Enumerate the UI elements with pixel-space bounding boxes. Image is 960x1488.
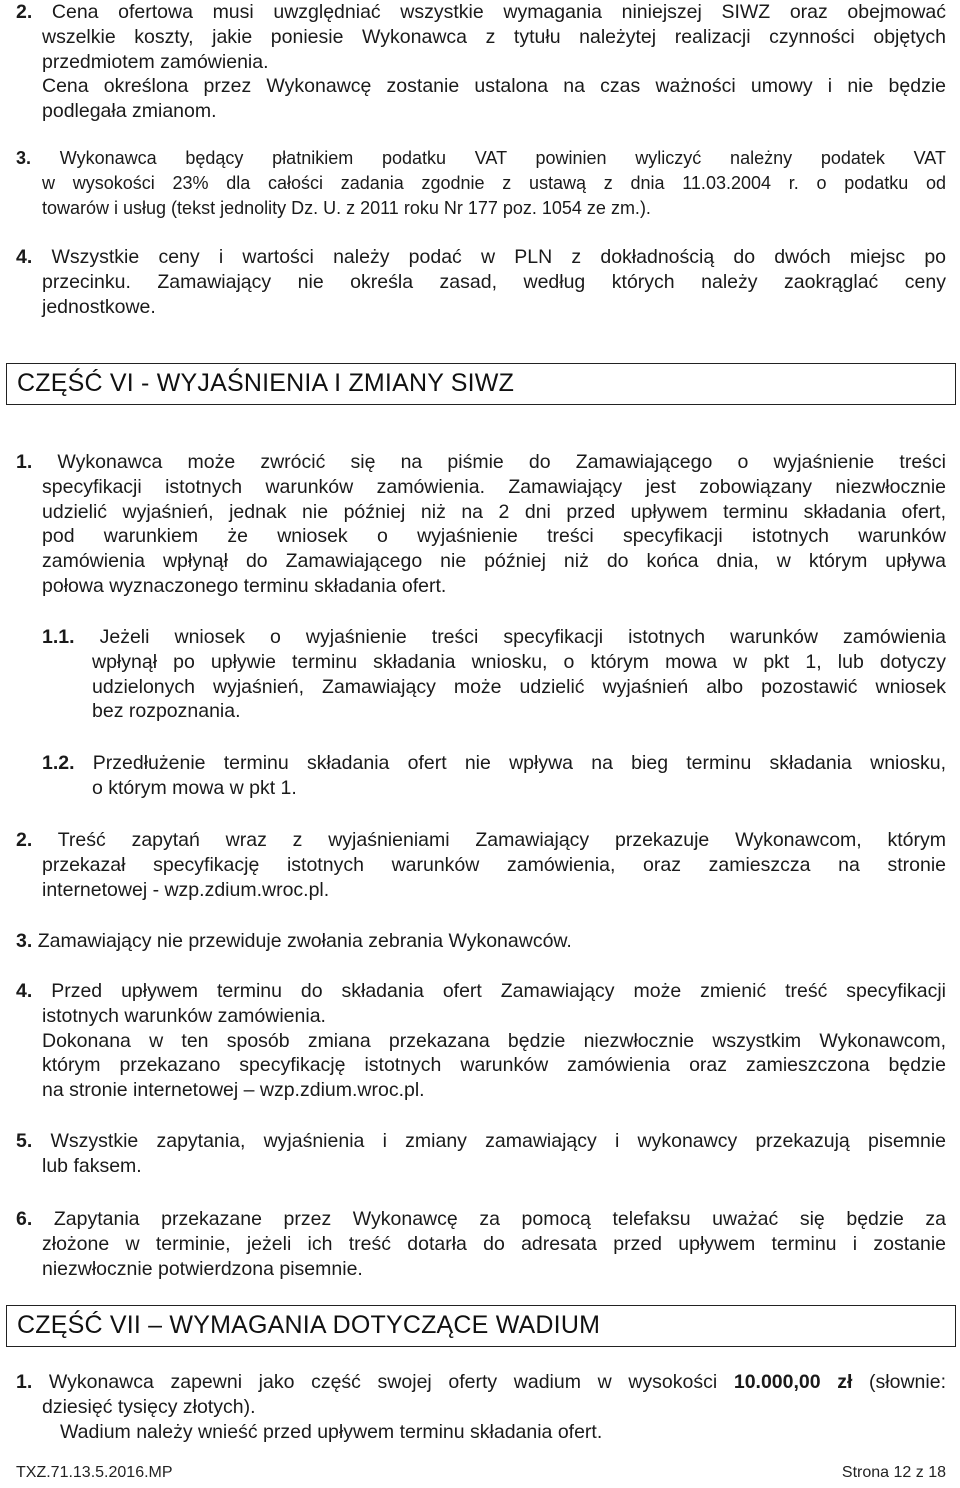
text-line: zamówienia wpłynął do Zamawiającego nie później niż do końca dnia, w którym upływa [42, 550, 946, 573]
text-line: o którym mowa w pkt 1. [92, 776, 297, 799]
text-line: Wykonawca będący płatnikiem podatku VAT powinien wyliczyć należny podatek VAT [59, 148, 946, 168]
paragraph-number: 3. [16, 148, 32, 168]
text-line: Dokonana w ten sposób zmiana przekazana będzie niezwłocznie wszystkim Wykonawcom, [42, 1029, 946, 1052]
text-line: internetowej - wzp.zdium.wroc.pl. [42, 878, 330, 901]
section-6-item-5 [16, 1129, 946, 1179]
section-6-item-1-2 [42, 751, 946, 801]
paragraph-number: 2. [16, 829, 33, 851]
section-heading-box [6, 363, 956, 405]
text-line: złożone w terminie, jeżeli ich treść dotarła do adresata przed upływem terminu i zostanie [42, 1232, 946, 1255]
paragraph-number: 1.1. [42, 626, 75, 648]
text-line: istotnych warunków zamówienia. [42, 1004, 326, 1027]
wadium-amount: 10.000,00 zł [733, 1371, 853, 1393]
section-6-item-6 [16, 1207, 946, 1281]
section-6-item-2 [16, 828, 946, 902]
text-line: towarów i usług (tekst jednolity Dz. U. z 2011 roku Nr 177 poz. 1054 ze zm.). [42, 197, 651, 218]
paragraph-number: 2. [16, 1, 33, 23]
text-line: specyfikacji istotnych warunków zamówienia. Zamawiający jest zobowiązany niezwłocznie [42, 475, 946, 498]
text-line: Przed upływem terminu do składania ofert Zamawiający może zmienić treść specyfikacji [51, 980, 947, 1002]
text-line: Przedłużenie terminu składania ofert nie wpływa na bieg terminu składania wniosku, [92, 752, 946, 774]
text-line: jednostkowe. [42, 295, 156, 318]
paragraph-number: 4. [16, 246, 33, 268]
text-line: przecinku. Zamawiający nie określa zasad, według których należy zaokrąglać ceny [42, 270, 946, 293]
text-line: Wszystkie zapytania, wyjaśnienia i zmiany zamawiający i wykonawcy przekazują pisemnie [50, 1130, 947, 1152]
paragraph-number: 1.2. [42, 752, 75, 774]
text-line: Treść zapytań wraz z wyjaśnieniami Zamawiający przekazuje Wykonawcom, którym [57, 829, 947, 851]
paragraph-2 [16, 0, 946, 124]
section-7-title: CZĘŚĆ VII – WYMAGANIA DOTYCZĄCE WADIUM [17, 1311, 601, 1339]
page-number: Strona 12 z 18 [841, 1464, 946, 1481]
text-line: połowa wyznaczonego terminu składania ofert. [42, 574, 447, 597]
text-line: Wszystkie ceny i wartości należy podać w PLN z dokładnością do dwóch miejsc po [51, 246, 947, 268]
text-line: wszelkie koszty, jakie poniesie Wykonawca z tytułu należytej realizacji czynności objętych [42, 25, 946, 48]
text-line: na stronie internetowej – wzp.zdium.wroc.pl. [42, 1079, 425, 1102]
text-line: udzielić wyjaśnień, jednak nie później niż na 2 dni przed upływem terminu składania ofert, [42, 500, 946, 523]
section-6-item-1-1 [42, 625, 946, 724]
section-6-item-3 [16, 929, 946, 954]
document-reference: TXZ.71.13.5.2016.MP [16, 1464, 173, 1481]
text-line: Zamawiający nie przewiduje zwołania zebrania Wykonawców. [37, 930, 572, 952]
section-heading-box [6, 1305, 956, 1347]
section-6-item-4 [16, 979, 946, 1103]
section-6-title: CZĘŚĆ VI - WYJAŚNIENIA I ZMIANY SIWZ [17, 369, 515, 397]
paragraph-number: 6. [16, 1208, 33, 1230]
text-segment: (słownie: [869, 1371, 946, 1393]
text-segment: Wykonawca zapewni jako część swojej oferty wadium w wysokości [48, 1371, 718, 1393]
text-line: Wykonawca może zwrócić się na piśmie do Zamawiającego o wyjaśnienie treści [57, 451, 946, 473]
text-line: którym przekazano specyfikację istotnych warunków zamówienia oraz zamieszczona będzie [42, 1054, 946, 1077]
text-line: niezwłocznie potwierdzona pisemnie. [42, 1257, 363, 1280]
text-line: przekazał specyfikację istotnych warunków zamówienia, oraz zamieszcza na stronie [42, 853, 946, 876]
text-line: lub faksem. [42, 1154, 142, 1177]
text-line: Jeżeli wniosek o wyjaśnienie treści specyfikacji istotnych warunków zamówienia [99, 626, 946, 648]
section-7-item-1 [16, 1370, 946, 1444]
text-line: Cena określona przez Wykonawcę zostanie ustalona na czas ważności umowy i nie będzie [42, 75, 946, 98]
paragraph-number: 3. [16, 930, 33, 952]
text-line: dziesięć tysięcy złotych). [42, 1395, 256, 1418]
text-line: podlegała zmianom. [42, 100, 217, 123]
text-line: pod warunkiem że wniosek o wyjaśnienie treści specyfikacji istotnych warunków [42, 525, 946, 548]
text-line: Zapytania przekazane przez Wykonawcę za pomocą telefaksu uważać się będzie za [53, 1208, 947, 1230]
text-line: w wysokości 23% dla całości zadania zgodnie z ustawą z dnia 11.03.2004 r. o podatku od [42, 172, 946, 193]
paragraph-3 [16, 146, 946, 220]
text-line: Wadium należy wnieść przed upływem terminu składania ofert. [60, 1420, 603, 1443]
paragraph-number: 1. [16, 1371, 33, 1393]
paragraph-number: 5. [16, 1130, 33, 1152]
text-line: wpłynął po upływie terminu składania wniosku, o którym mowa w pkt 1, lub dotyczy [92, 650, 946, 673]
paragraph-number: 1. [16, 451, 33, 473]
text-line: przedmiotem zamówienia. [42, 50, 269, 73]
text-line: bez rozpoznania. [92, 700, 241, 723]
text-line: udzielonych wyjaśnień, Zamawiający może udzielić wyjaśnień albo pozostawić wniosek [92, 675, 946, 698]
paragraph-number: 4. [16, 980, 33, 1002]
paragraph-4 [16, 245, 946, 319]
section-6-item-1 [16, 450, 946, 599]
text-line: Cena ofertowa musi uwzględniać wszystkie wymagania niniejszej SIWZ oraz obejmować [51, 1, 947, 23]
